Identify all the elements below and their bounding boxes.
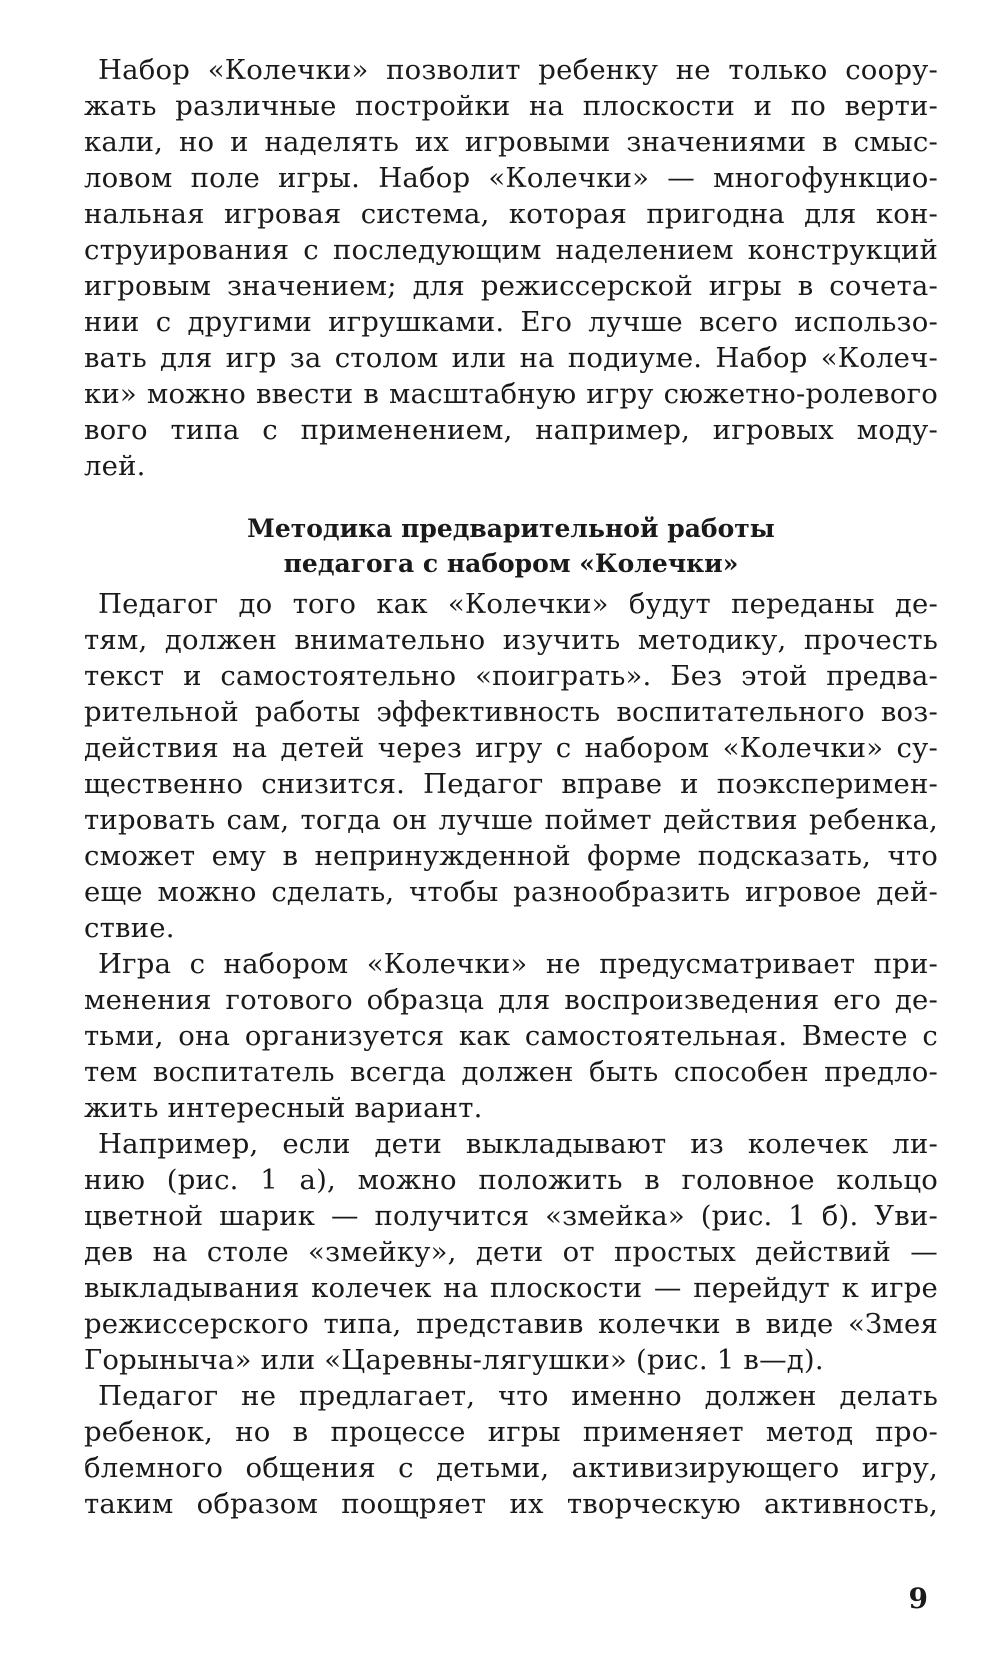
text-line: текст и самостоятельно «поиграть». Без этой предва- <box>84 660 938 692</box>
text-line: нальная игровая система, которая пригодна для кон- <box>84 198 938 230</box>
text-line: нии с другими игрушками. Его лучше всего использо- <box>84 306 938 338</box>
text-line: игровым значением; для режиссерской игры в сочета- <box>84 270 938 302</box>
text-line: жать различные постройки на плоскости и по верти- <box>84 90 938 122</box>
text-line: тем воспитатель всегда должен быть способен предло- <box>84 1056 938 1088</box>
text-line: выкладывания колечек на плоскости — перейдут к игре <box>84 1272 938 1304</box>
text-line: кали, но и наделять их игровыми значениями в смыс- <box>84 126 938 158</box>
text-line: тям, должен внимательно изучить методику, прочесть <box>84 624 938 656</box>
text-line: ки» можно ввести в масштабную игру сюжетно-ролевого <box>84 378 938 410</box>
text-line: сможет ему в непринужденной форме подсказать, что <box>84 840 938 872</box>
text-line: дев на столе «змейку», дети от простых действий — <box>84 1236 938 1268</box>
section-heading-line-1: Методика предварительной работы <box>247 514 775 543</box>
text-line: цветной шарик — получится «змейка» (рис. 1 б). Уви- <box>84 1200 938 1232</box>
text-line: режиссерского типа, представив колечки в виде «Змея <box>84 1308 938 1340</box>
text-line: рительной работы эффективность воспитательного воз- <box>84 696 938 728</box>
text-line: Педагог не предлагает, что именно должен делать <box>98 1380 938 1412</box>
text-line: Педагог до того как «Колечки» будут переданы де- <box>98 588 938 620</box>
text-line: жить интересный вариант. <box>84 1092 483 1124</box>
text-line: нию (рис. 1 а), можно положить в головное кольцо <box>84 1164 938 1196</box>
text-line: тьми, она организуется как самостоятельная. Вместе с <box>84 1020 938 1052</box>
text-line: вать для игр за столом или на подиуме. Набор «Колеч- <box>84 342 938 374</box>
text-line: менения готового образца для воспроизведения его де- <box>84 984 938 1016</box>
text-line: Горыныча» или «Царевны-лягушки» (рис. 1 в—д). <box>84 1344 824 1376</box>
text-line: тировать сам, тогда он лучше поймет действия ребенка, <box>84 804 938 836</box>
text-line: Игра с набором «Колечки» не предусматривает при- <box>98 948 938 980</box>
page-number: 9 <box>908 1582 928 1615</box>
text-line: лей. <box>84 450 146 482</box>
text-line: Например, если дети выкладывают из колечек ли- <box>98 1128 938 1160</box>
text-line: таким образом поощряет их творческую активность, <box>84 1488 938 1520</box>
text-line: Набор «Колечки» позволит ребенку не только соору- <box>98 54 938 86</box>
text-line: действия на детей через игру с набором «Колечки» су- <box>84 732 938 764</box>
text-line: ловом поле игры. Набор «Колечки» — многофункцио- <box>84 162 938 194</box>
text-line: вого типа с применением, например, игровых моду- <box>84 414 938 446</box>
text-line: еще можно сделать, чтобы разнообразить игровое дей- <box>84 876 938 908</box>
text-line: струирования с последующим наделением конструкций <box>84 234 938 266</box>
text-line: ствие. <box>84 912 175 944</box>
text-line: щественно снизится. Педагог вправе и поэксперимен- <box>84 768 938 800</box>
text-line: блемного общения с детьми, активизирующего игру, <box>84 1452 938 1484</box>
text-line: ребенок, но в процессе игры применяет метод про- <box>84 1416 938 1448</box>
section-heading-line-2: педагога с набором «Колечки» <box>283 549 739 578</box>
